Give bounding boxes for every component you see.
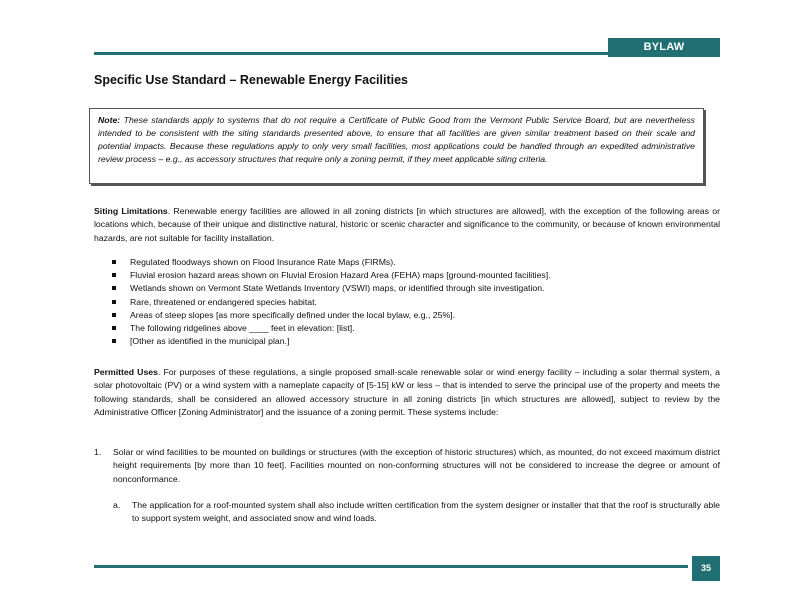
page-number: 35 <box>692 556 720 581</box>
note-paragraph <box>98 114 695 166</box>
list-item <box>112 296 712 309</box>
list-item <box>112 322 712 335</box>
header-rule <box>94 52 608 55</box>
bullet-text: Rare, threatened or endangered species habitat. <box>130 296 317 307</box>
note-label: Note: <box>98 115 121 125</box>
square-bullet-icon <box>112 273 116 277</box>
list-item <box>112 282 712 295</box>
bullet-text: Regulated floodways shown on Flood Insurance Rate Maps (FIRMs). <box>130 257 396 267</box>
item-text: Solar or wind facilities to be mounted on buildings or structures (with the exception of historic structures) which, as mounted, do not exceed maximum district height requirements [by more than 10 feet]. Facilities mounted on non-conforming structures will not be considered to increase the degree or amount of nonconformance. <box>113 447 720 484</box>
square-bullet-icon <box>112 286 116 290</box>
permitted-lead: Permitted Uses <box>94 367 158 377</box>
square-bullet-icon <box>112 300 116 304</box>
list-item <box>112 256 712 269</box>
siting-paragraph <box>94 205 720 245</box>
square-bullet-icon <box>112 326 116 330</box>
permitted-text: . For purposes of these regulations, a single proposed small-scale renewable solar or wind energy facility – including a solar thermal system, a solar photovoltaic (PV) or a wind system with a nameplate capacity of [5-15] kW or less – that is intended to serve the principal use of the property and meets the following standards, shall be considered an allowed accessory structure in all zoning districts [in which structures are allowed], subject to review by the Administrative Officer [Zoning Administrator] and the issuance of a zoning permit. These systems include: <box>94 367 720 418</box>
bullet-text: Fluvial erosion hazard areas shown on Fluvial Erosion Hazard Area (FEHA) maps [ground-mounted facilities]. <box>130 270 551 281</box>
siting-bullet-list <box>112 256 712 348</box>
square-bullet-icon <box>112 313 116 317</box>
numbered-item-1 <box>94 446 720 486</box>
note-text: These standards apply to systems that do not require a Certificate of Public Good from the Vermont Public Service Board, but are nevertheless intended to be consistent with the siting standards presented above, to ensure that all facilities are given similar treatment based on their scale and potential impacts. Because these regulations apply to only very small facilities, most applications could be handled through an expedited administrative review process – e.g., as accessory structures that require only a zoning permit, if they meet applicable siting criteria. <box>98 115 696 165</box>
permitted-uses-section <box>94 366 720 420</box>
siting-lead: Siting Limitations <box>94 206 168 216</box>
bullet-text: The following ridgelines above ____ feet in elevation: [list]. <box>130 323 355 334</box>
section-header-tag: BYLAW STANDARDS <box>608 38 720 57</box>
page-title: Specific Use Standard – Renewable Energy Facilities <box>94 73 409 87</box>
bullet-text: Wetlands shown on Vermont State Wetlands Inventory (VSWI) maps, or identified through site investigation. <box>130 283 545 294</box>
sub-item-text: The application for a roof-mounted system shall also include written certification from the system designer or installer that that the roof is structurally able to support system weight, and associated snow and wind loads. <box>132 500 720 524</box>
bullet-text: Areas of steep slopes [as more specifically defined under the local bylaw, e.g., 25%]. <box>130 309 455 320</box>
siting-text: . Renewable energy facilities are allowed in all zoning districts [in which structures are allowed], with the exception of the following areas or locations which, because of their unique and distinctive natural, historic or scenic character and significance to the community, or because of known environmental hazards, are not suitable for facility installation. <box>94 206 720 243</box>
square-bullet-icon <box>112 339 116 343</box>
list-item <box>112 335 712 348</box>
list-item <box>112 309 712 322</box>
bullet-text: [Other as identified in the municipal plan.] <box>130 336 290 347</box>
footer-rule <box>94 565 688 568</box>
list-item <box>112 269 712 282</box>
permitted-paragraph <box>94 366 720 420</box>
sub-item-letter: a. <box>113 500 121 510</box>
note-box <box>89 108 704 184</box>
sub-item-a <box>113 499 720 526</box>
siting-limitations-section <box>94 205 720 245</box>
square-bullet-icon <box>112 260 116 264</box>
item-number: 1. <box>94 447 102 457</box>
